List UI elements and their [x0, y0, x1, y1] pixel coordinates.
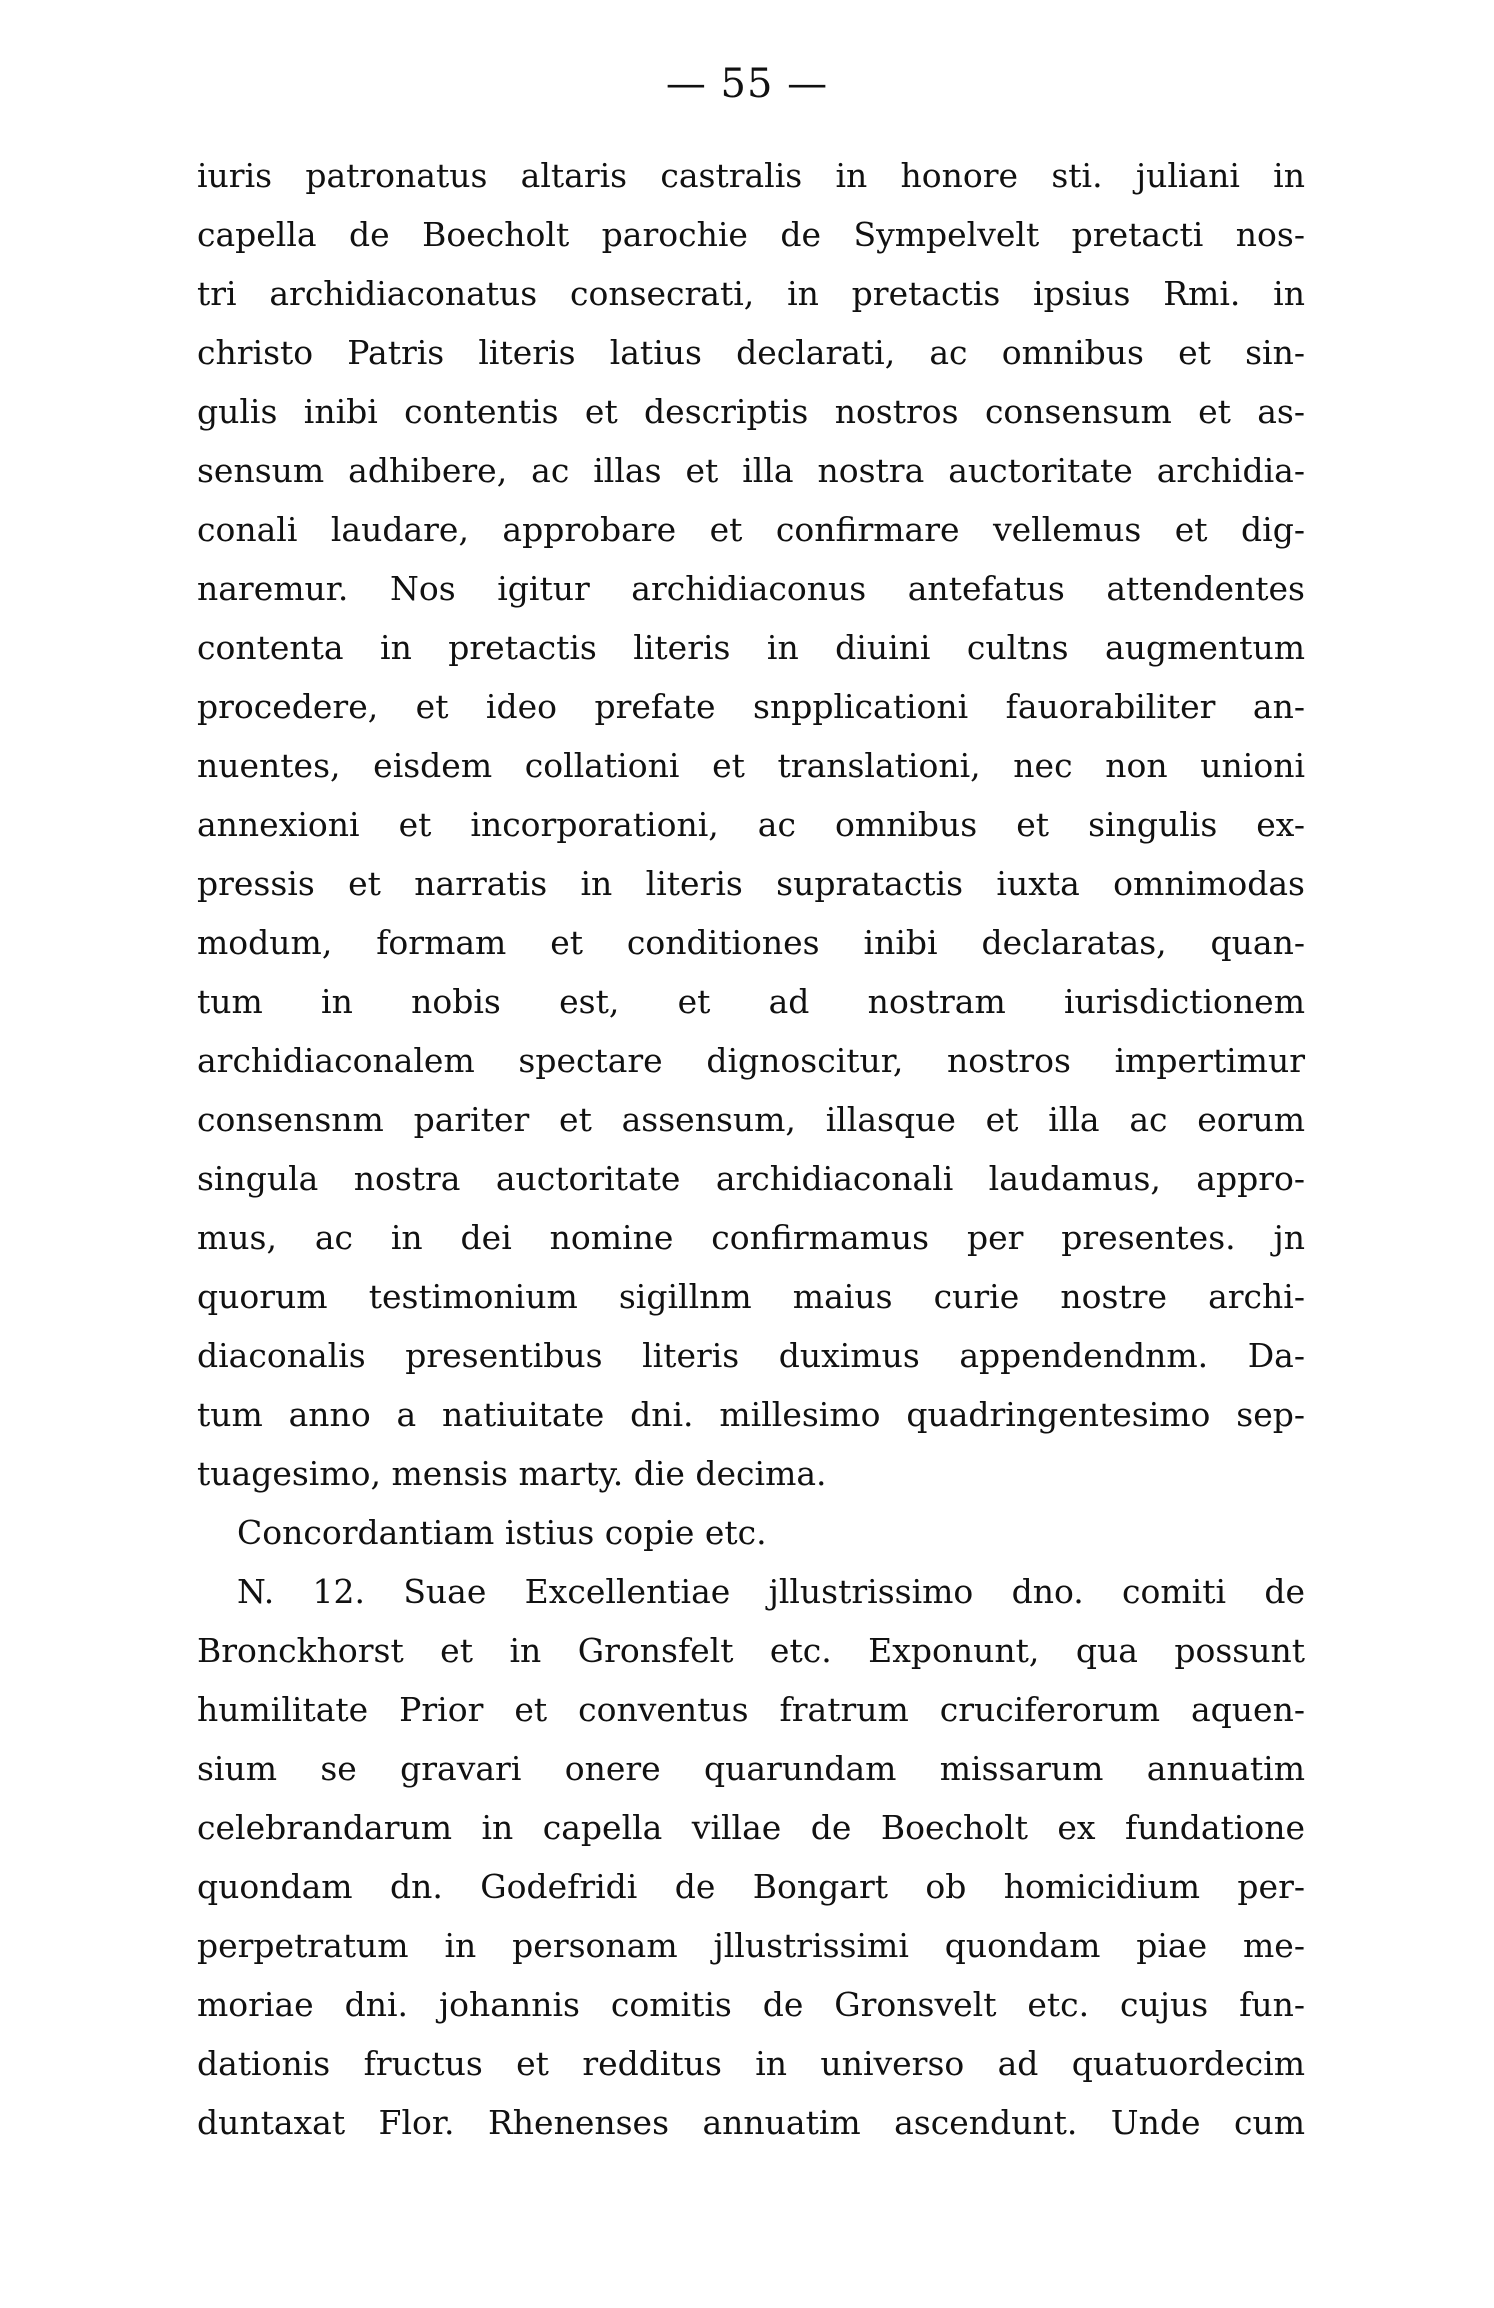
text-line: tuagesimo, mensis marty. die decima. [197, 1454, 827, 1493]
text-line: tum anno a natiuitate dni. millesimo quadringentesimo sep- [197, 1395, 1305, 1434]
text-line: tri archidiaconatus consecrati, in pretactis ipsius Rmi. in [197, 274, 1305, 313]
text-line: iuris patronatus altaris castralis in honore sti. juliani in [197, 156, 1305, 195]
text-line: dationis fructus et redditus in universo ad quatuordecim [197, 2044, 1305, 2083]
text-line: annexioni et incorporationi, ac omnibus et singulis ex- [197, 805, 1305, 844]
text-line: moriae dni. johannis comitis de Gronsvelt etc. cujus fun- [197, 1985, 1305, 2024]
text-line: capella de Boecholt parochie de Sympelvelt pretacti nos- [197, 215, 1305, 254]
text-line: consensnm pariter et assensum, illasque et illa ac eorum [197, 1100, 1305, 1139]
text-line: sensum adhibere, ac illas et illa nostra auctoritate archidia- [197, 451, 1305, 490]
text-line: perpetratum in personam jllustrissimi quondam piae me- [197, 1926, 1305, 1965]
text-line: archidiaconalem spectare dignoscitur, nostros impertimur [197, 1041, 1305, 1080]
body-text [197, 146, 1305, 2152]
text-line: N. 12. Suae Excellentiae jllustrissimo dno. comiti de [237, 1572, 1305, 1611]
text-line: nuentes, eisdem collationi et translationi, nec non unioni [197, 746, 1305, 785]
text-line: conali laudare, approbare et confirmare vellemus et dig- [197, 510, 1305, 549]
text-line: tum in nobis est, et ad nostram iurisdictionem [197, 982, 1305, 1021]
text-line: christo Patris literis latius declarati, ac omnibus et sin- [197, 333, 1305, 372]
text-line: modum, formam et conditiones inibi declaratas, quan- [197, 923, 1305, 962]
page-number: — 55 — [665, 61, 829, 107]
text-line: Bronckhorst et in Gronsfelt etc. Exponunt, qua possunt [197, 1631, 1305, 1670]
text-line: quorum testimonium sigillnm maius curie nostre archi- [197, 1277, 1305, 1316]
text-line: humilitate Prior et conventus fratrum cruciferorum aquen- [197, 1690, 1305, 1729]
text-line: pressis et narratis in literis supratactis iuxta omnimodas [197, 864, 1305, 903]
text-line: mus, ac in dei nomine confirmamus per presentes. jn [197, 1218, 1305, 1257]
text-line: singula nostra auctoritate archidiaconali laudamus, appro- [197, 1159, 1305, 1198]
text-line: quondam dn. Godefridi de Bongart ob homicidium per- [197, 1867, 1305, 1906]
text-line: Concordantiam istius copie etc. [237, 1513, 767, 1552]
text-line: celebrandarum in capella villae de Boecholt ex fundatione [197, 1808, 1305, 1847]
text-line: procedere, et ideo prefate snpplicationi fauorabiliter an- [197, 687, 1305, 726]
text-line: gulis inibi contentis et descriptis nostros consensum et as- [197, 392, 1305, 431]
text-line: naremur. Nos igitur archidiaconus antefatus attendentes [197, 569, 1305, 608]
text-line: contenta in pretactis literis in diuini cultns augmentum [197, 628, 1305, 667]
text-line: duntaxat Flor. Rhenenses annuatim ascendunt. Unde cum [197, 2103, 1305, 2142]
text-line: sium se gravari onere quarundam missarum annuatim [197, 1749, 1305, 1788]
text-line: diaconalis presentibus literis duximus appendendnm. Da- [197, 1336, 1305, 1375]
